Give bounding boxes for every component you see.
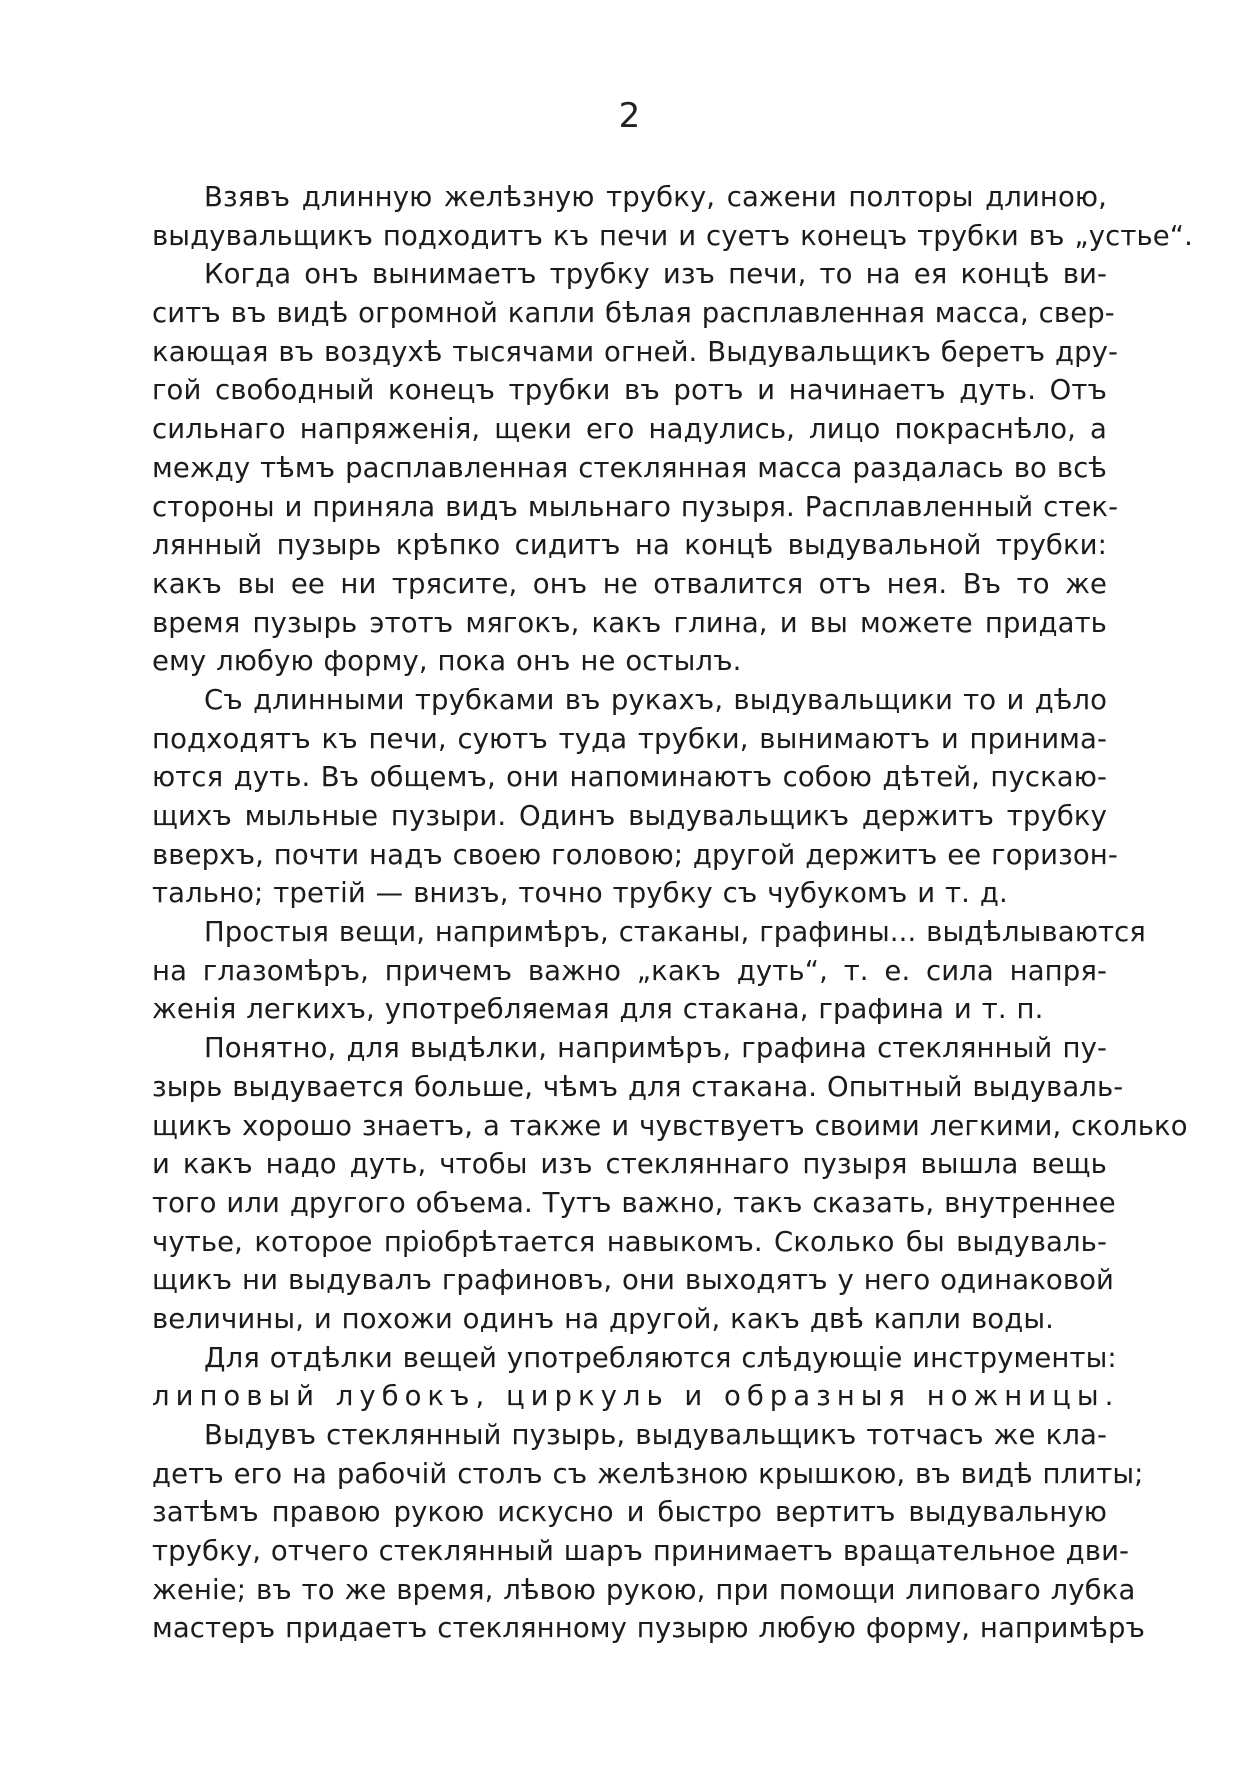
text-line: того или другого объема. Тутъ важно, такъ сказать, внутреннее (152, 1186, 1116, 1219)
text-line: Съ длинными трубками въ рукахъ, выдувальщики то и дѣло (204, 683, 1107, 716)
text-line: ситъ въ видѣ огромной капли бѣлая расплавленная масса, свер- (152, 297, 1115, 330)
text-line: вверхъ, почти надъ своею головою; другой держитъ ее горизон- (152, 838, 1118, 871)
text-line: зырь выдувается больше, чѣмъ для стакана. Опытный выдуваль- (152, 1070, 1124, 1103)
text-line: между тѣмъ расплавленная стеклянная масса раздалась во всѣ (152, 451, 1107, 484)
text-line: на глазомѣръ, причемъ важно „какъ дуть“, т. е. сила напря- (152, 954, 1107, 987)
paragraph (152, 1416, 1146, 1648)
text-line: тально; третій — внизъ, точно трубку съ чубукомъ и т. д. (152, 877, 1008, 910)
text-line: липовый лубокъ, циркуль и образныя ножницы. (152, 1380, 1120, 1413)
text-line: величины, и похожи одинъ на другой, какъ двѣ капли воды. (152, 1302, 1054, 1335)
text-line: Выдувъ стеклянный пузырь, выдувальщикъ тотчасъ же кла- (204, 1419, 1107, 1451)
text-line: Когда онъ вынимаетъ трубку изъ печи, то на ея концѣ ви- (204, 258, 1107, 291)
text-line: щихъ мыльные пузыри. Одинъ выдувальщикъ держитъ трубку (152, 800, 1107, 832)
text-line: щикъ ни выдувалъ графиновъ, они выходятъ у него одинаковой (152, 1264, 1115, 1297)
paragraph (152, 913, 1146, 1029)
text-line: Для отдѣлки вещей употребляются слѣдующіе инструменты: (204, 1341, 1117, 1374)
paragraph (152, 681, 1118, 913)
text-line: лянный пузырь крѣпко сидитъ на концѣ выдувальной трубки: (152, 529, 1107, 562)
text-line: кающая въ воздухѣ тысячами огней. Выдувальщикъ беретъ дру- (152, 335, 1119, 368)
text-line: женія легкихъ, употребляемая для стакана, графина и т. п. (152, 993, 1044, 1026)
text-line: детъ его на рабочій столъ съ желѣзною крышкою, въ видѣ плиты; (152, 1457, 1144, 1490)
body-text (152, 178, 1193, 1648)
text-line: и какъ надо дуть, чтобы изъ стекляннаго пузыря вышла вещь (152, 1148, 1107, 1181)
text-line: щикъ хорошо знаетъ, а также и чувствуетъ своими легкими, сколько (152, 1109, 1188, 1142)
text-line: ему любую форму, пока онъ не остылъ. (152, 645, 742, 678)
text-line: Простыя вещи, напримѣръ, стаканы, графины... выдѣлываются (204, 916, 1146, 949)
text-line: выдувальщикъ подходитъ къ печи и суетъ конецъ трубки въ „устье“. (152, 219, 1193, 252)
paragraph (152, 255, 1119, 681)
text-line: стороны и приняла видъ мыльнаго пузыря. Расплавленный стек- (152, 490, 1119, 523)
paragraph (152, 1029, 1188, 1339)
text-line: затѣмъ правою рукою искусно и быстро вертитъ выдувальную (152, 1496, 1107, 1529)
text-line: гой свободный конецъ трубки въ ротъ и начинаетъ дуть. Отъ (152, 374, 1107, 407)
text-line: какъ вы ее ни трясите, онъ не отвалится отъ нея. Въ то же (152, 567, 1107, 600)
text-line: женіе; въ то же время, лѣвою рукою, при помощи липоваго лубка (152, 1573, 1136, 1606)
text-line: ются дуть. Въ общемъ, они напоминаютъ собою дѣтей, пускаю- (152, 761, 1107, 794)
text-line: Понятно, для выдѣлки, напримѣръ, графина стеклянный пу- (204, 1032, 1107, 1065)
text-line: трубку, отчего стеклянный шаръ принимаетъ вращательное дви- (152, 1535, 1130, 1568)
text-line: мастеръ придаетъ стеклянному пузырю любую форму, напримѣръ (152, 1612, 1146, 1645)
text-line: Взявъ длинную желѣзную трубку, сажени полторы длиною, (204, 181, 1107, 213)
paragraph (152, 1339, 1120, 1416)
text-line: время пузырь этотъ мягокъ, какъ глина, и вы можете придать (152, 606, 1107, 639)
text-line: чутье, которое пріобрѣтается навыкомъ. Сколько бы выдуваль- (152, 1225, 1107, 1258)
page-number: 2 (618, 96, 641, 136)
text-line: сильнаго напряженія, щеки его надулись, лицо покраснѣло, а (152, 413, 1107, 446)
text-line: подходятъ къ печи, суютъ туда трубки, вынимаютъ и принима- (152, 722, 1107, 755)
paragraph (152, 178, 1193, 255)
